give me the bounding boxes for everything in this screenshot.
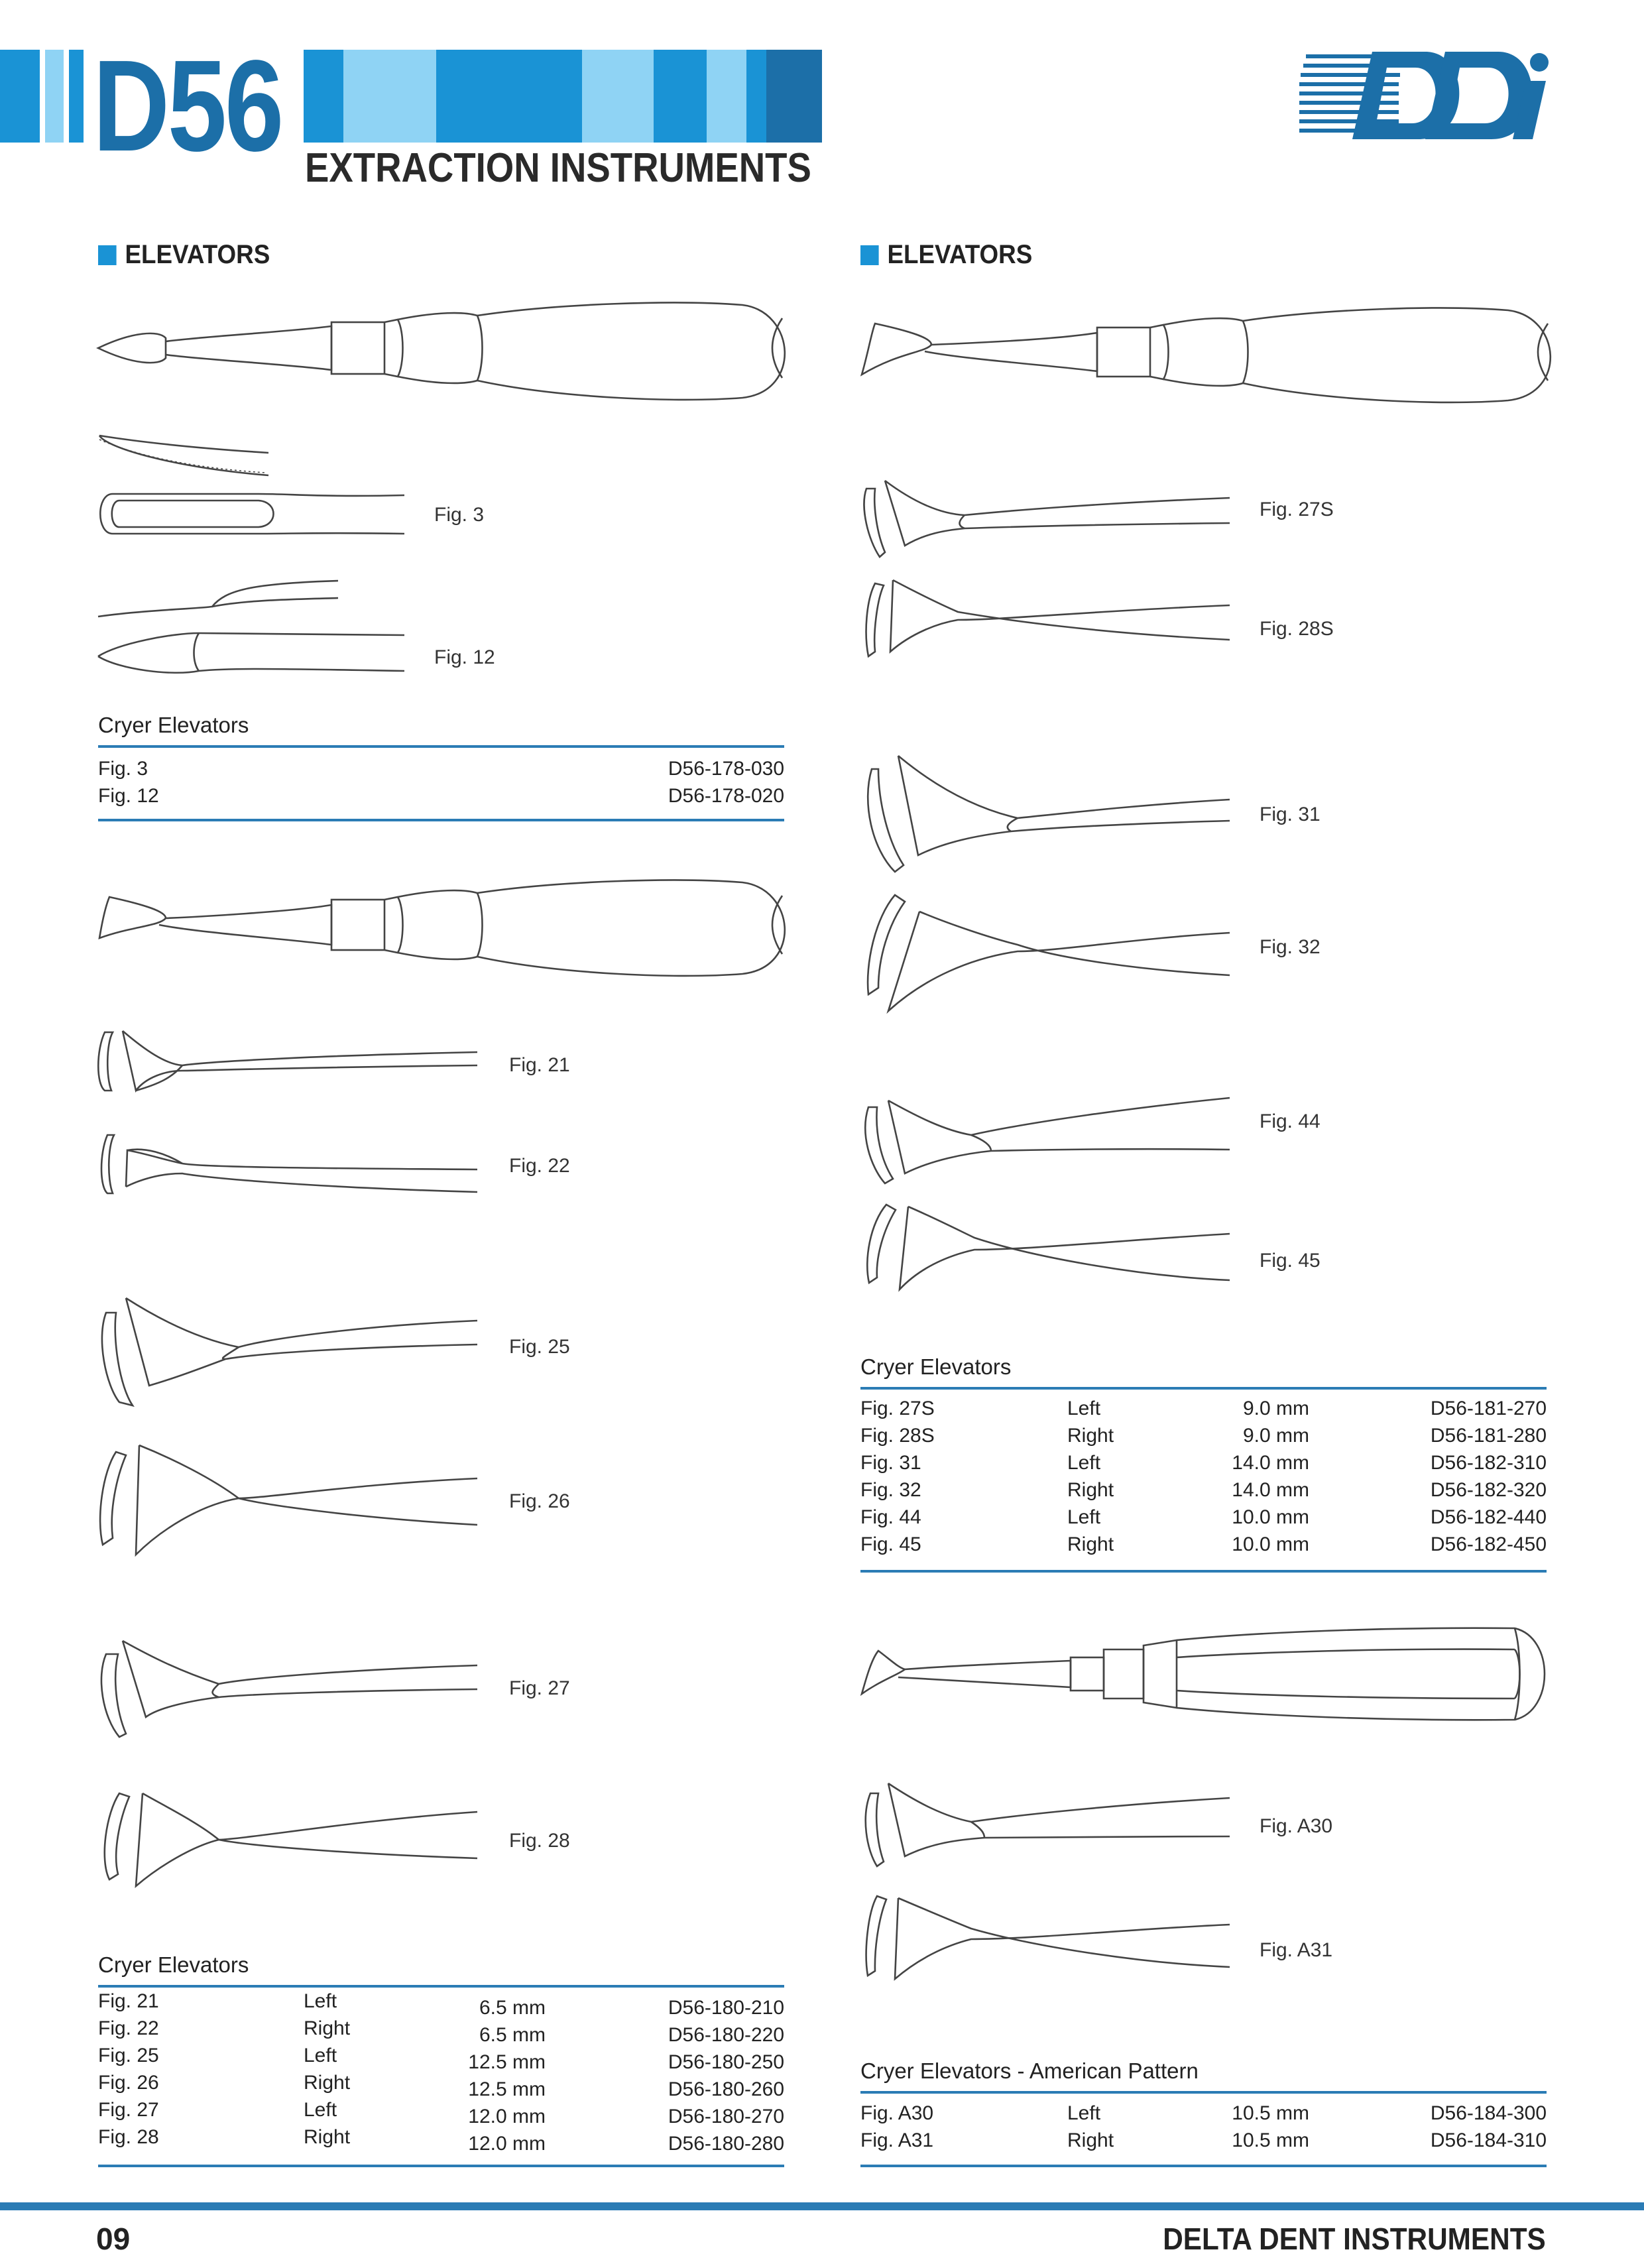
fig-label: Fig. 32 bbox=[1260, 936, 1321, 958]
fig-label: Fig. 44 bbox=[1260, 1110, 1321, 1132]
fig-label: Fig. 45 bbox=[1260, 1250, 1321, 1272]
american-elevator-full-illustration bbox=[858, 1611, 1555, 1737]
fig-label: Fig. 28S bbox=[1260, 618, 1334, 640]
elevator-full-illustration bbox=[858, 292, 1555, 418]
section-title-elevators-right: ELEVATORS bbox=[860, 240, 1032, 270]
table-rule bbox=[98, 745, 784, 748]
table-title: Cryer Elevators bbox=[98, 713, 249, 737]
fig-45-illustration bbox=[858, 1197, 1243, 1296]
table-rule bbox=[98, 2165, 784, 2167]
table-row: Fig. 31 Left 14.0 mm D56-182-310 bbox=[860, 1452, 1547, 1474]
header-stripe bbox=[436, 50, 582, 143]
footer-bar bbox=[0, 2202, 1644, 2210]
header-stripe bbox=[746, 50, 766, 143]
header-stripe bbox=[654, 50, 707, 143]
table-row: Fig. 45 Right 10.0 mm D56-182-450 bbox=[860, 1533, 1547, 1555]
fig-25-illustration bbox=[93, 1286, 491, 1412]
table-rule bbox=[98, 1985, 784, 1988]
table-row: Fig. 12 D56-178-020 bbox=[98, 785, 784, 807]
table-row: Fig. 26 Right 12.5 mm D56-180-260 bbox=[98, 2072, 784, 2100]
table-row: Fig. A31 Right 10.5 mm D56-184-310 bbox=[860, 2129, 1547, 2151]
fig-44-illustration bbox=[858, 1087, 1243, 1193]
table-row: Fig. 25 Left 12.5 mm D56-180-250 bbox=[98, 2045, 784, 2073]
table-rule bbox=[860, 2165, 1547, 2167]
table-row: Fig. 28S Right 9.0 mm D56-181-280 bbox=[860, 1425, 1547, 1447]
fig-label: Fig. A30 bbox=[1260, 1815, 1333, 1837]
elevator-full-illustration bbox=[93, 865, 789, 991]
table-rule bbox=[860, 2091, 1547, 2094]
table-rule bbox=[860, 1387, 1547, 1390]
table-row: Fig. 3 D56-178-030 bbox=[98, 758, 784, 780]
table-title: Cryer Elevators bbox=[98, 1952, 249, 1977]
fig-label: Fig. 28 bbox=[509, 1830, 570, 1852]
table-row: Fig. 27S Left 9.0 mm D56-181-270 bbox=[860, 1398, 1547, 1419]
table-row: Fig. 27 Left 12.0 mm D56-180-270 bbox=[98, 2099, 784, 2127]
section-title-elevators-left: ELEVATORS bbox=[98, 240, 270, 270]
table-row: Fig. 21 Left 6.5 mm D56-180-210 bbox=[98, 1990, 784, 2019]
table-row: Fig. A30 Left 10.5 mm D56-184-300 bbox=[860, 2102, 1547, 2124]
elevator-full-illustration bbox=[93, 292, 789, 418]
table-row: Fig. 32 Right 14.0 mm D56-182-320 bbox=[860, 1479, 1547, 1501]
fig-12-illustration bbox=[93, 570, 424, 676]
fig-a31-illustration bbox=[858, 1886, 1243, 1992]
fig-32-illustration bbox=[858, 885, 1243, 1018]
catalog-code: D56 bbox=[93, 33, 282, 178]
header-stripe bbox=[582, 50, 654, 143]
header-stripe bbox=[0, 50, 40, 143]
fig-31-illustration bbox=[858, 749, 1243, 882]
fig-3-illustration bbox=[93, 428, 424, 547]
fig-27-illustration bbox=[93, 1631, 491, 1744]
fig-label: Fig. 21 bbox=[509, 1054, 570, 1076]
section-bullet-icon bbox=[98, 245, 117, 265]
fig-label: Fig. 27 bbox=[509, 1677, 570, 1699]
fig-label: Fig. 12 bbox=[434, 646, 495, 668]
fig-26-illustration bbox=[93, 1432, 491, 1565]
header-stripe bbox=[766, 50, 822, 143]
fig-label: Fig. 31 bbox=[1260, 804, 1321, 825]
table-row: Fig. 22 Right 6.5 mm D56-180-220 bbox=[98, 2017, 784, 2046]
fig-label: Fig. 22 bbox=[509, 1155, 570, 1177]
company-name: DELTA DENT INSTRUMENTS bbox=[1163, 2222, 1546, 2256]
table-rule bbox=[98, 819, 784, 821]
fig-label: Fig. A31 bbox=[1260, 1939, 1333, 1961]
fig-a30-illustration bbox=[858, 1777, 1243, 1883]
header-stripe bbox=[304, 50, 343, 143]
fig-22-illustration bbox=[93, 1127, 491, 1203]
fig-28s-illustration bbox=[858, 573, 1243, 666]
table-title: Cryer Elevators - American Pattern bbox=[860, 2059, 1199, 2083]
section-bullet-icon bbox=[860, 245, 879, 265]
fig-label: Fig. 25 bbox=[509, 1336, 570, 1358]
fig-label: Fig. 3 bbox=[434, 504, 485, 526]
fig-label: Fig. 27S bbox=[1260, 499, 1334, 520]
page-subtitle: EXTRACTION INSTRUMENTS bbox=[305, 145, 811, 191]
table-row: Fig. 28 Right 12.0 mm D56-180-280 bbox=[98, 2126, 784, 2155]
fig-28-illustration bbox=[93, 1780, 491, 1899]
ddi-logo-icon bbox=[1299, 46, 1551, 146]
page-number: 09 bbox=[96, 2222, 131, 2256]
table-row: Fig. 44 Left 10.0 mm D56-182-440 bbox=[860, 1506, 1547, 1528]
fig-21-illustration bbox=[93, 1024, 491, 1101]
table-title: Cryer Elevators bbox=[860, 1354, 1012, 1379]
fig-label: Fig. 26 bbox=[509, 1490, 570, 1512]
header-stripe bbox=[45, 50, 64, 143]
fig-27s-illustration bbox=[858, 474, 1243, 567]
table-rule bbox=[860, 1570, 1547, 1573]
header-stripe bbox=[343, 50, 436, 143]
header-stripe bbox=[69, 50, 84, 143]
header-stripe bbox=[707, 50, 746, 143]
